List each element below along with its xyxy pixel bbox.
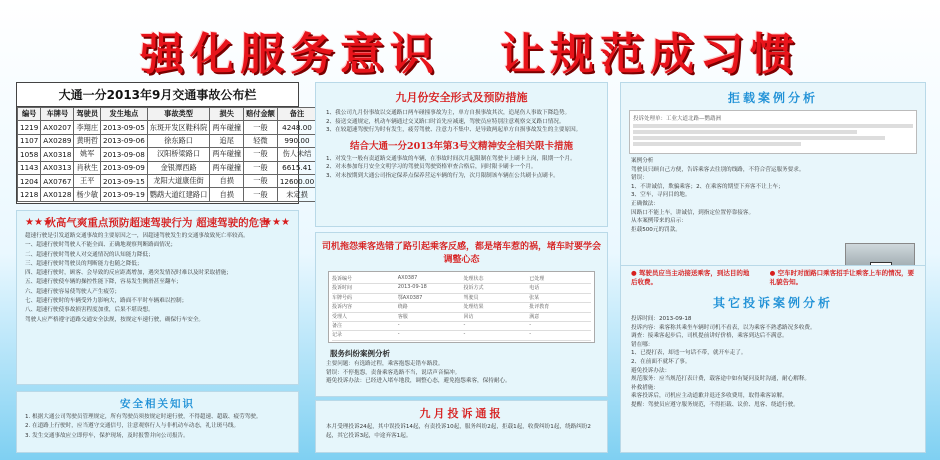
safety-title: 安全相关知识 xyxy=(120,398,195,410)
other-line: 补救措施： xyxy=(631,384,659,391)
table-header-cell: 备注 xyxy=(277,108,316,121)
table-header-cell: 发生地点 xyxy=(101,108,148,121)
speeding-title: 秋高气爽重点预防超速驾驶行为 超速驾驶的危害 xyxy=(45,217,270,229)
september-subtitle: 结合大通一分2013年第3号文精神安全相关限卡措施 xyxy=(349,140,574,152)
speeding-line: 五、超速行驶使车辆的操控性能下降，容易发生侧滑甚至翻车； xyxy=(25,279,182,286)
doc-line xyxy=(633,142,801,146)
form-cell: 记录 xyxy=(332,332,343,339)
table-row xyxy=(18,188,317,201)
table-cell: 王平 xyxy=(74,174,101,187)
september-item-2: 2、对未参加每月安全文明学习的驾驶员驾驶资格审查合格后，同时限卡刷卡一个月。 xyxy=(326,164,537,171)
case-document-label: 投诉处理单：工业大道北路—鹦鹉洲 xyxy=(633,116,722,122)
headline-right: 让规范成习惯 xyxy=(500,29,800,80)
doc-line xyxy=(633,136,885,140)
table-header-cell: 损失 xyxy=(210,108,244,121)
table-cell: 1204 xyxy=(18,174,41,187)
doc-line xyxy=(633,130,857,134)
september-item-2: 3、对未按期到大通公司指定保养点保养营运车辆的行为，次月限制该车辆在公共刷卡点刷卡。 xyxy=(326,172,559,179)
form-cell: - xyxy=(463,331,466,338)
form-cell: 车牌号码 xyxy=(332,294,353,301)
table-cell: 杨少敏 xyxy=(74,188,101,201)
doc-line xyxy=(633,124,913,128)
form-row xyxy=(332,284,591,293)
form-cell: 处理状态 xyxy=(463,276,484,282)
speeding-line: 四、超速行驶时，顾客、会导致的反应距离增加，遇突发情况时难以及时采取措施； xyxy=(25,270,232,277)
monthly-report-panel xyxy=(315,400,608,453)
table-cell: 1143 xyxy=(18,161,41,174)
table-row xyxy=(18,148,317,161)
case-line: 拒载500元的罚款。 xyxy=(631,226,681,233)
other-line: 提醒：驾驶员应遵守服务规范，不得拒载、议价、甩客、绕道行驶。 xyxy=(631,401,799,408)
safety-body xyxy=(17,413,298,441)
speeding-line: 七、超速行驶时的车辆受外力影响大，路面不平时车辆难以控制； xyxy=(25,298,188,305)
case-document-image xyxy=(629,110,917,154)
form-row xyxy=(332,331,591,340)
headline xyxy=(0,18,940,78)
headline-left: 强化服务意识 xyxy=(140,29,440,80)
form-cell: 批评教育 xyxy=(529,304,550,311)
table-cell: 鹦鹉大道红建路口 xyxy=(147,188,210,201)
table-cell: 2013-09-19 xyxy=(101,188,148,201)
form-cell: 客服 xyxy=(397,313,408,320)
table-cell: 12600.00 xyxy=(277,174,316,187)
table-cell: 2013-09-05 xyxy=(101,121,148,134)
speeding-panel xyxy=(16,210,299,385)
case-line: 驾驶员只顾自己方便，告诉乘客去往别的线路，不符合营运服务要求。 xyxy=(631,166,805,173)
other-line: 错在哪： xyxy=(631,341,654,348)
case-line: 案例分析 xyxy=(631,158,654,164)
form-cell: AX0387 xyxy=(397,275,418,281)
table-cell: 一般 xyxy=(244,121,278,134)
table-cell: 4248.00 xyxy=(277,121,316,134)
table-cell: 汉阳桥梁路口 xyxy=(147,148,210,161)
analysis-line: 错误：不停抱怨，责备乘客选路不当，说话声音偏冲。 xyxy=(326,369,461,376)
complaint-form-image xyxy=(328,271,595,343)
safety-panel xyxy=(16,391,299,453)
table-header-row xyxy=(18,108,317,121)
safety-line: 2. 在道路上行驶时，应当遵守交通信号，注意观察行人与非机动车动态，礼让斑马线。 xyxy=(25,423,240,430)
form-cell: 投诉时间 xyxy=(332,285,353,292)
table-cell: 东斑开发区鞋科院 xyxy=(147,121,210,134)
table-cell: 金银潭西路 xyxy=(147,161,210,174)
form-cell: 2013-09-18 xyxy=(397,284,427,291)
other-line: 投诉内容：乘客称其乘坐车辆时司机不看表，以为乘客不熟悉路况多收费。 xyxy=(631,324,816,331)
other-line: 1、已提打表，却违一句话不带，就开车走了。 xyxy=(631,350,747,357)
speeding-line: 八、超速行驶使事故损害程度加重，后果不堪设想。 xyxy=(25,307,154,314)
table-cell: 自损 xyxy=(210,188,244,201)
table-cell: 追尾 xyxy=(210,134,244,147)
table-cell: 990.00 xyxy=(277,134,316,147)
accident-table-panel xyxy=(16,82,315,204)
form-row xyxy=(332,322,591,331)
other-line: 调查：接乘客起步后，司机提前讲好价格，乘客到达后不满意。 xyxy=(631,333,788,340)
form-cell: 投诉方式 xyxy=(463,285,484,292)
table-cell: AX0313 xyxy=(41,161,74,174)
dispute-title: 司机拖怨乘客选错了路引起乘客反感，都是堵车惹的祸，堵车时要学会调整心态 xyxy=(321,242,601,265)
table-cell: AX0318 xyxy=(41,148,74,161)
table-cell: 轻微 xyxy=(244,134,278,147)
refusal-case-panel xyxy=(620,82,926,275)
table-cell: 一般 xyxy=(244,148,278,161)
table-cell: 一般 xyxy=(244,161,278,174)
table-cell: AX0289 xyxy=(41,134,74,147)
analysis-line: 主要问题：有选路过程，乘客抱怨走错车路段。 xyxy=(326,361,444,367)
table-cell: 黄明哲 xyxy=(74,134,101,147)
speeding-line: 超速行驶是引发道路交通事故的主要原因之一，因超速驾驶发生的交通事故致死亡率较高。 xyxy=(25,233,249,239)
table-body xyxy=(18,121,317,201)
case-line: 从本案例带来的启示： xyxy=(631,218,687,225)
table-header-cell: 赔付金额 xyxy=(244,108,278,121)
case-note: ● 驾驶员应当主动接送乘客，到达目的地后收费。 xyxy=(631,269,750,286)
table-cell: AX0128 xyxy=(41,188,74,201)
other-complaints-body xyxy=(621,315,925,410)
speeding-body xyxy=(17,232,298,325)
table-row xyxy=(18,134,317,147)
form-cell: 鄂AX0387 xyxy=(397,294,423,301)
table-cell: AX0207 xyxy=(41,121,74,134)
table-cell: 一般 xyxy=(244,188,278,201)
form-cell: 电话 xyxy=(529,285,540,292)
safety-line: 1. 根据大通公司驾驶员管理规定，所有驾驶员须按规定时速行驶，不得超速、超载、疲劳驾驶。 xyxy=(25,414,262,420)
form-cell: 处理结果 xyxy=(463,304,484,311)
speeding-line: 驾驶人应严格遵守道路交通安全法规，按规定车速行驶，确保行车安全。 xyxy=(25,316,205,323)
september-items-2 xyxy=(316,155,607,181)
table-cell: 1058 xyxy=(18,148,41,161)
table-cell: 姚军 xyxy=(74,148,101,161)
table-cell: 自损 xyxy=(210,174,244,187)
form-cell: 满意 xyxy=(529,313,540,320)
stars-left-icon: ★★★ xyxy=(25,217,52,228)
form-cell: 绕路 xyxy=(397,304,408,311)
form-cell: 备注 xyxy=(332,322,343,329)
speeding-line: 一、超速行驶时驾驶人不能全面、正确地观察判断路面情况； xyxy=(25,242,177,249)
form-cell: 驾驶员 xyxy=(463,294,479,301)
september-safety-panel xyxy=(315,82,608,227)
table-cell: 肖秋生 xyxy=(74,161,101,174)
form-row xyxy=(332,313,591,322)
table-cell: 6615.41 xyxy=(277,161,316,174)
speeding-line: 二、超速行驶时驾驶人对交通情况的认知能力降低； xyxy=(25,251,154,258)
other-line: 规范服务：应当规范打表计费，载客途中如有疑问及时沟通，耐心解释。 xyxy=(631,376,811,383)
table-header-cell: 编号 xyxy=(18,108,41,121)
table-cell: 徐东路口 xyxy=(147,134,210,147)
analysis-title: 服务纠纷案例分析 xyxy=(330,349,390,358)
form-row xyxy=(332,294,591,303)
table-cell: 两车碰撞 xyxy=(210,161,244,174)
form-cell: - xyxy=(463,321,466,328)
table-cell: 李翔庄 xyxy=(74,121,101,134)
analysis-line: 避免投诉办法：已经进入堵车地段，调整心态，避免抱怨乘客，保持耐心。 xyxy=(326,378,511,385)
table-cell: 2013-09-09 xyxy=(101,161,148,174)
table-row xyxy=(18,174,317,187)
case-note: ● 空车时对面路口乘客招手让乘客上车的情况，要礼貌告知。 xyxy=(769,269,915,286)
case-notes xyxy=(621,266,925,288)
form-cell: 回访 xyxy=(463,313,474,320)
table-header-cell: 驾驶员 xyxy=(74,108,101,121)
table-cell: 2013-09-06 xyxy=(101,134,148,147)
stars-right-icon: ★★★ xyxy=(263,217,290,228)
other-line: 避免投诉办法： xyxy=(631,367,671,374)
form-row xyxy=(332,303,591,312)
form-cell: 投诉内容 xyxy=(332,304,353,311)
table-cell: 1219 xyxy=(18,121,41,134)
table-cell: 一般 xyxy=(244,174,278,187)
form-cell: - xyxy=(529,331,532,338)
case-line: 1、不讲诚信，欺骗乘客；2、在乘客的期望下弃客不让上车； xyxy=(631,183,784,190)
other-line: 2、在前面不就坏了事。 xyxy=(631,358,691,365)
september-items xyxy=(316,109,607,135)
form-cell: - xyxy=(529,321,532,328)
monthly-body: 本月受理投诉24起，其中误投诉14起，有责投诉10起，服务纠纷2起，拒载1起，收费纠纷1起，绕路纠纷2起，其它投诉3起，中途弃客1起。 xyxy=(326,424,591,439)
other-complaints-panel xyxy=(620,265,926,453)
monthly-title: 九月投诉通报 xyxy=(419,407,504,420)
table-cell: 伤人未结 xyxy=(277,148,316,161)
september-item: 2、接送交通规定，机动车辆通过交叉路口时首先应减速，驾驶员应特别注意观察交叉路口情况。 xyxy=(326,118,565,125)
table-cell: 未定损 xyxy=(277,188,316,201)
table-cell: 两车碰撞 xyxy=(210,121,244,134)
form-row xyxy=(332,275,591,284)
table-cell: 2013-09-15 xyxy=(101,174,148,187)
speeding-line: 六、超速行驶容易使驾驶人产生疲劳； xyxy=(25,288,121,295)
form-cell: 张某 xyxy=(529,294,540,301)
case-line: 3、空车，寻问目的地。 xyxy=(631,192,691,199)
case-line: 错误： xyxy=(631,175,648,182)
table-cell: 1107 xyxy=(18,134,41,147)
form-cell: - xyxy=(397,321,400,328)
case-line: 正确做法： xyxy=(631,200,659,207)
table-cell: 龙阳大道康佳街 xyxy=(147,174,210,187)
table-row xyxy=(18,161,317,174)
table-row xyxy=(18,121,317,134)
september-item: 1、我公司九月份事故以交通路口两车碰撞事故为主，单方自损事故其次，追尾伤人事故下降趋势。 xyxy=(326,110,571,116)
form-cell: 已处理 xyxy=(529,276,545,282)
table-header-cell: 事故类型 xyxy=(147,108,210,121)
table-cell: 2013-09-08 xyxy=(101,148,148,161)
other-line: 投诉时间：2013-09-18 xyxy=(631,316,692,322)
table-cell: AX0767 xyxy=(41,174,74,187)
september-item: 3、在较超速驾驶行为时有发生，疲劳驾驶、注意力不集中、是导致两起单方自损事故发生的主要原因。 xyxy=(326,127,582,134)
table-cell: 两车碰撞 xyxy=(210,148,244,161)
accident-table xyxy=(17,107,317,202)
september-title: 九月份安全形式及预防措施 xyxy=(395,91,528,104)
safety-line: 3. 发生交通事故应立即停车，保护现场，及时报警并向公司报告。 xyxy=(25,432,189,439)
table-cell: 1218 xyxy=(18,188,41,201)
form-cell: 投诉编号 xyxy=(332,276,353,282)
other-complaints-title: 其它投诉案例分析 xyxy=(712,296,833,310)
case-line: 因路口不能上车，讲诚信，到指定位置停靠接客。 xyxy=(631,209,755,216)
speeding-line: 三、超速行驶时驾驶员的判断能力也随之降低； xyxy=(25,260,143,267)
table-header-cell: 车牌号 xyxy=(41,108,74,121)
case-analysis xyxy=(621,157,925,234)
refusal-case-title: 拒载案例分析 xyxy=(727,91,818,105)
form-cell: 受理人 xyxy=(332,313,348,320)
dispute-panel xyxy=(315,232,608,397)
september-item-2: 1、对发生一般有责道路交通事故的车辆，在事故时间次月起限制在驾驶卡上刷卡上岗，限期一个月。 xyxy=(326,155,576,162)
accident-table-title: 大通一分2013年9月交通事故公布栏 xyxy=(17,83,298,107)
analysis-body xyxy=(316,360,607,386)
form-cell: - xyxy=(397,331,400,338)
other-line: 乘客投诉后，司机应主动道歉并退还多收费用，取得乘客谅解。 xyxy=(631,393,788,400)
